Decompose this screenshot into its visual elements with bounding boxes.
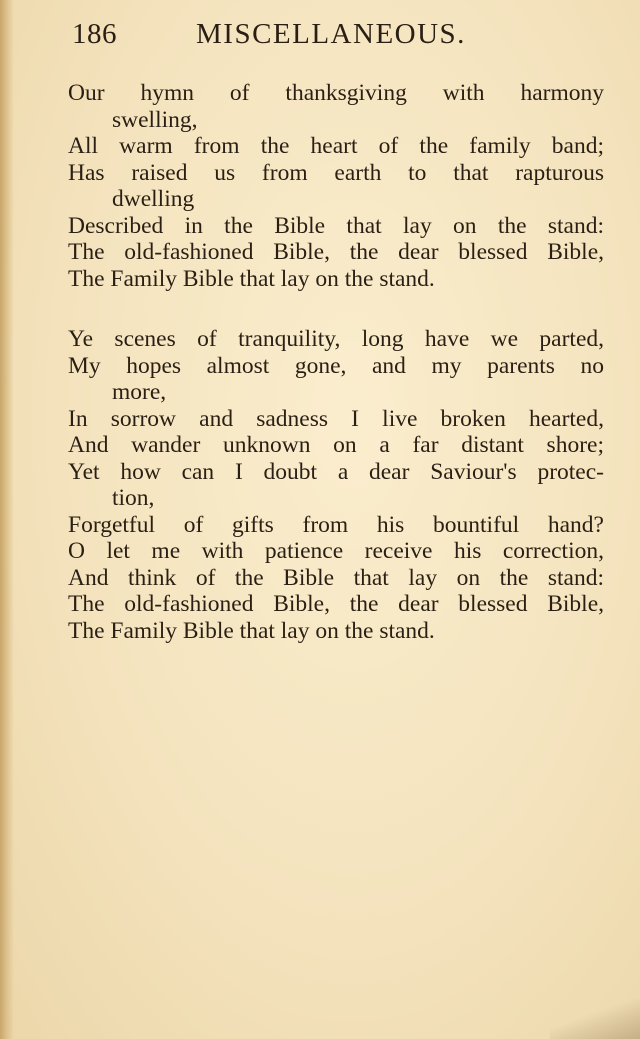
verse-2 <box>68 326 604 644</box>
verse-line: The Family Bible that lay on the stand. <box>68 265 435 292</box>
page-number: 186 <box>72 18 117 50</box>
verse-line: tion, <box>112 485 155 511</box>
verse-line: Our hymn of thanksgiving with harmony <box>68 80 604 106</box>
verse-line: swelling, <box>112 106 198 133</box>
verse-line: more, <box>112 379 167 405</box>
verse-line: O let me with patience receive his correction, <box>68 538 604 564</box>
verse-line: My hopes almost gone, and my parents no <box>68 352 604 379</box>
verse-line: And wander unknown on a far distant shore; <box>68 432 604 458</box>
verse-line: Has raised us from earth to that rapturous <box>68 159 604 186</box>
verse-1 <box>68 80 604 292</box>
verse-line: Yet how can I doubt a dear Saviour's protec- <box>68 458 604 485</box>
verse-line: Ye scenes of tranquility, long have we parted, <box>68 326 604 352</box>
verse-line: The Family Bible that lay on the stand. <box>68 617 435 644</box>
verse-line: All warm from the heart of the family band; <box>68 133 604 159</box>
verse-line: Forgetful of gifts from his bountiful hand? <box>68 511 604 538</box>
verse-line: And think of the Bible that lay on the stand: <box>68 564 604 591</box>
verse-line: In sorrow and sadness I live broken hearted, <box>68 405 604 432</box>
page-corner-shadow <box>550 999 640 1039</box>
verse-line: The old-fashioned Bible, the dear blessed Bible, <box>68 239 604 265</box>
page-binding-edge <box>0 0 14 1039</box>
page-header <box>68 18 488 54</box>
verse-line: dwelling <box>112 186 195 212</box>
verse-line: The old-fashioned Bible, the dear blessed Bible, <box>68 591 604 617</box>
verse-line: Described in the Bible that lay on the stand: <box>68 212 604 239</box>
running-title: MISCELLANEOUS. <box>196 18 466 50</box>
